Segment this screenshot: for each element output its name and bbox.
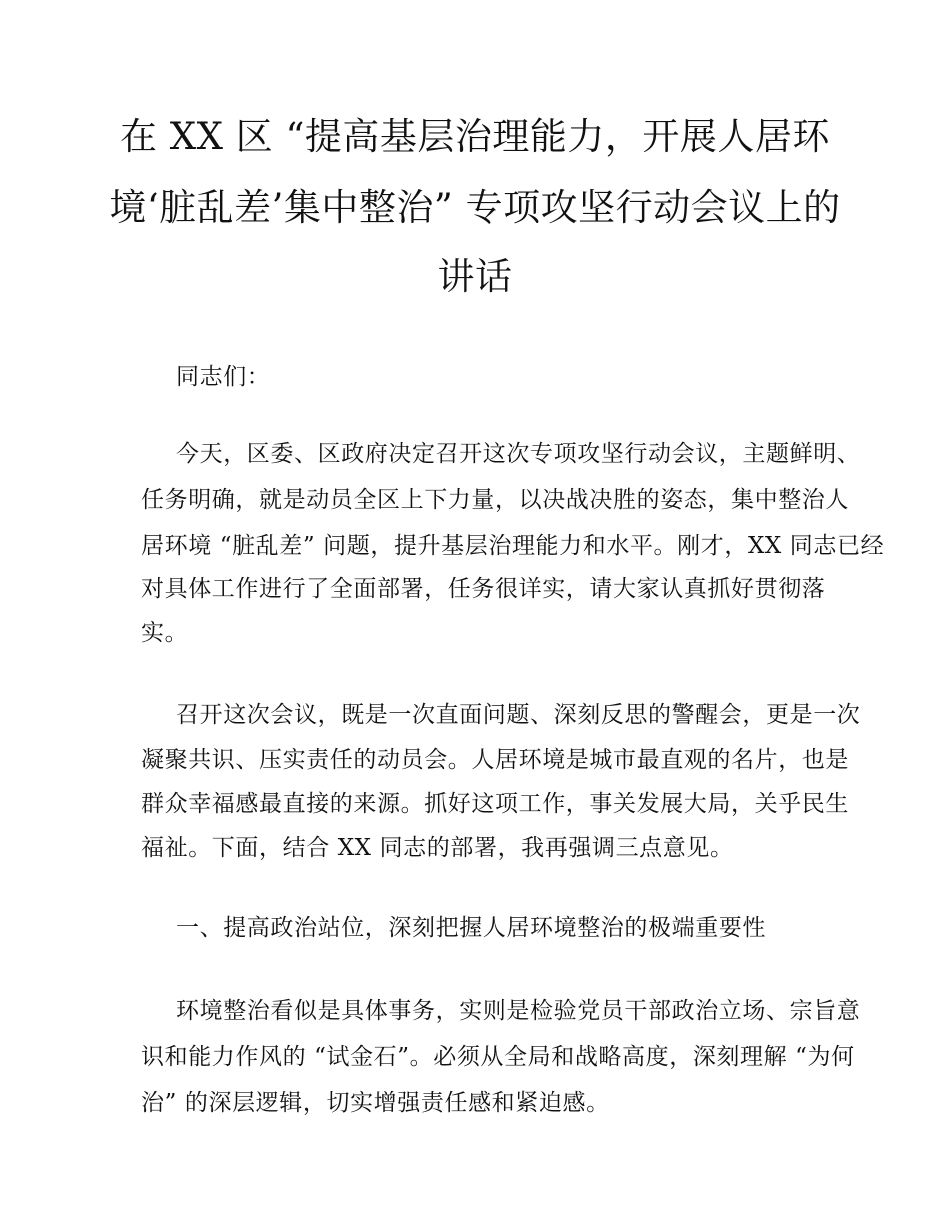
paragraph-3-line-3: 治” 的深层逻辑，切实增强责任感和紧迫感。 bbox=[141, 1090, 610, 1116]
document-title-line-1: 在 XX 区 “提高基层治理能力，开展人居环 bbox=[120, 115, 830, 158]
paragraph-1-line-3: 居环境 “脏乱差” 问题，提升基层治理能力和水平。刚才，XX 同志已经 bbox=[141, 533, 885, 559]
document-title-line-3: 讲话 bbox=[437, 255, 513, 298]
paragraph-1-line-5: 实。 bbox=[141, 620, 189, 646]
salutation: 同志们： bbox=[176, 364, 271, 390]
paragraph-2-line-2: 凝聚共识、压实责任的动员会。人居环境是城市最直观的名片，也是 bbox=[141, 747, 849, 773]
paragraph-1-line-4: 对具体工作进行了全面部署，任务很详实，请大家认真抓好贯彻落 bbox=[141, 576, 826, 602]
paragraph-1-line-2: 任务明确，就是动员全区上下力量，以决战决胜的姿态，集中整治人 bbox=[141, 487, 849, 513]
document-title-line-2: 境‘脏乱差’集中整治” 专项攻坚行动会议上的 bbox=[109, 186, 841, 229]
paragraph-2-line-4: 福祉。下面，结合 XX 同志的部署，我再强调三点意见。 bbox=[141, 835, 734, 861]
paragraph-2-line-1: 召开这次会议，既是一次直面问题、深刻反思的警醒会，更是一次 bbox=[176, 702, 861, 728]
paragraph-2-line-3: 群众幸福感最直接的来源。抓好这项工作，事关发展大局，关乎民生 bbox=[141, 791, 849, 817]
section-heading-1: 一、提高政治站位，深刻把握人居环境整治的极端重要性 bbox=[176, 915, 766, 941]
paragraph-1-line-1: 今天，区委、区政府决定召开这次专项攻坚行动会议，主题鲜明、 bbox=[176, 441, 861, 467]
paragraph-3-line-1: 环境整治看似是具体事务，实则是检验党员干部政治立场、宗旨意 bbox=[176, 998, 861, 1024]
paragraph-3-line-2: 识和能力作风的 “试金石”。必须从全局和战略高度，深刻理解 “为何 bbox=[141, 1044, 855, 1070]
